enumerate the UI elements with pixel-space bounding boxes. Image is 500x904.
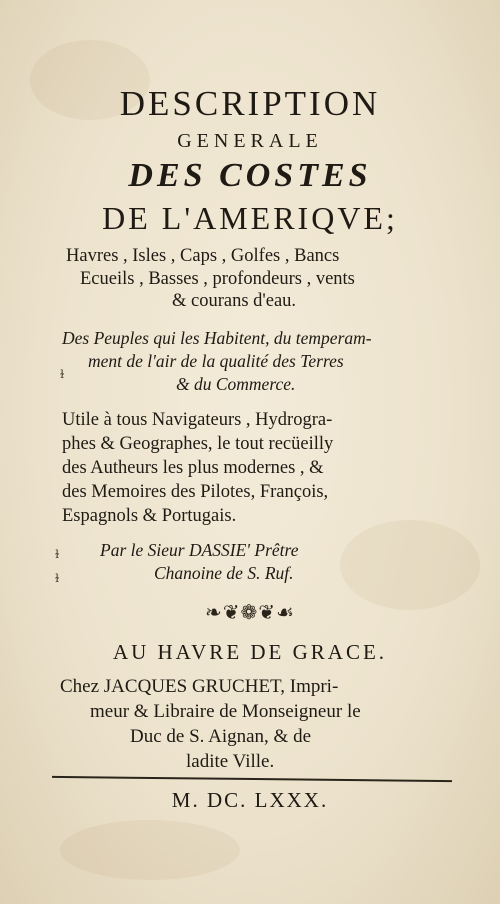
title-des-costes: DES COSTES xyxy=(128,157,372,194)
printer-line: Duc de S. Aignan, & de xyxy=(130,726,312,747)
italic-line: Des Peuples qui les Habitent, du temperam- xyxy=(62,328,372,348)
printer-line: meur & Libraire de Monseigneur le xyxy=(90,701,361,722)
paper-stain xyxy=(60,820,240,880)
fleuron-ornament: ❧❦❁❦☙ xyxy=(205,600,295,624)
imprint-place: AU HAVRE DE GRACE. xyxy=(112,640,388,664)
margin-mark: ɫ xyxy=(60,368,65,381)
author-line: Par le Sieur DASSIE' Prêtre xyxy=(100,540,299,560)
title-de-lamerique: DE L'AMERIQVE; xyxy=(102,200,398,236)
subtitle-line: Ecueils , Basses , profondeurs , vents xyxy=(80,269,355,289)
body-line: des Autheurs les plus modernes , & xyxy=(62,458,324,478)
body-line: phes & Geographes, le tout recüeilly xyxy=(62,434,334,454)
title-description: DESCRIPTION xyxy=(119,84,381,123)
printer-line: ladite Ville. xyxy=(186,751,275,772)
italic-line: & du Commerce. xyxy=(176,374,296,394)
printer-line: Chez JACQUES GRUCHET, Impri- xyxy=(60,676,339,697)
body-line: des Memoires des Pilotes, François, xyxy=(62,482,329,502)
body-line: Utile à tous Navigateurs , Hydrogra- xyxy=(62,410,333,430)
title-generale: GENERALE xyxy=(177,130,323,152)
body-line: Espagnols & Portugais. xyxy=(62,506,237,526)
author-line: Chanoine de S. Ruf. xyxy=(154,563,294,583)
margin-mark: ɫ xyxy=(55,572,60,585)
paper-stain xyxy=(340,520,480,610)
italic-line: ment de l'air de la qualité des Terres xyxy=(88,351,344,371)
horizontal-rule xyxy=(52,776,452,782)
subtitle-line: Havres , Isles , Caps , Golfes , Bancs xyxy=(66,246,340,266)
publication-date: M. DC. LXXX. xyxy=(171,788,329,812)
margin-mark: ɫ xyxy=(55,548,60,561)
subtitle-line: & courans d'eau. xyxy=(172,291,297,311)
